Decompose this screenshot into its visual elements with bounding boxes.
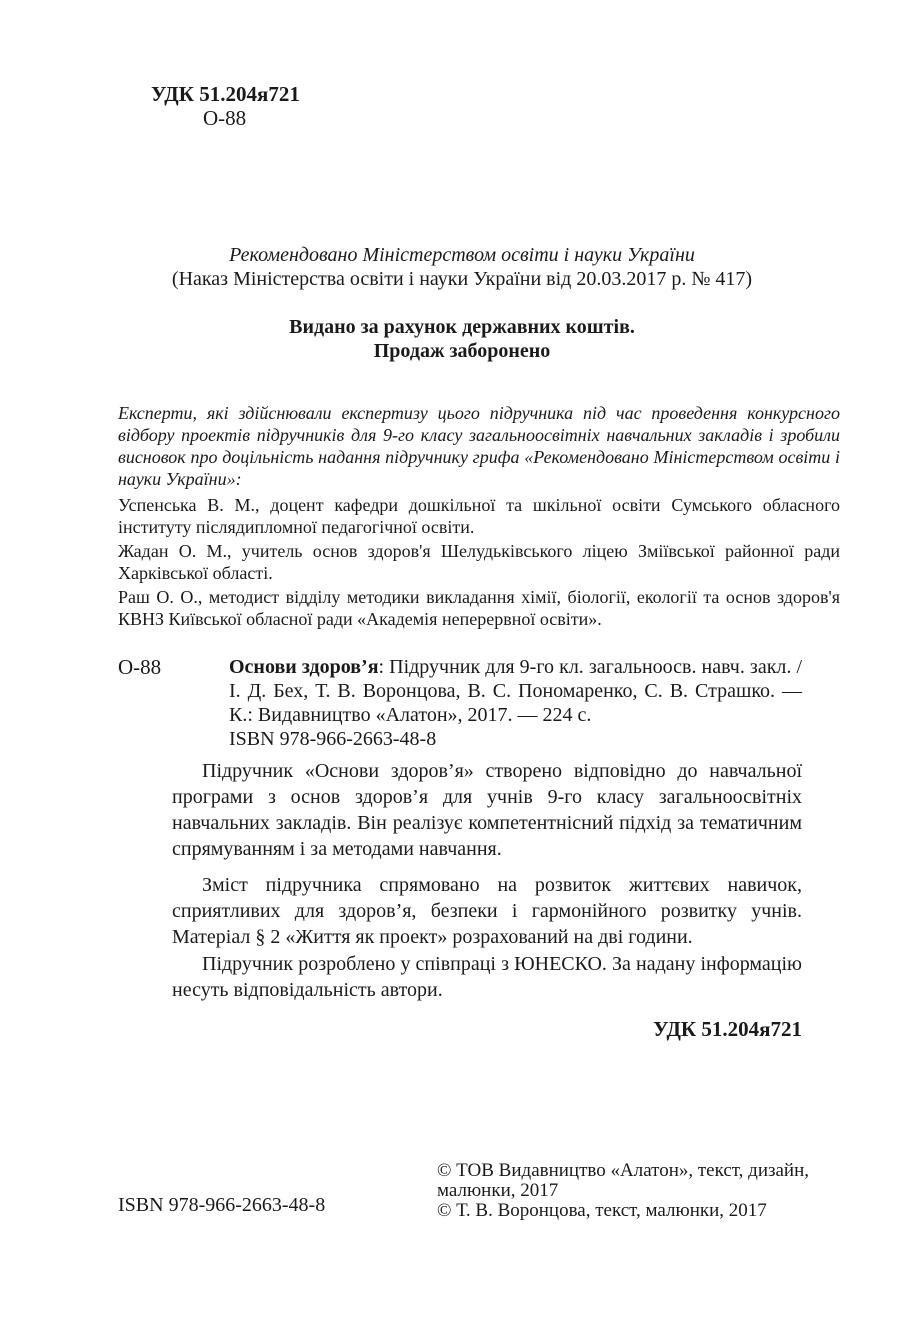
bibliographic-code: О-88 [118, 655, 162, 679]
annotation-paragraph: Підручник розроблено у співпраці з ЮНЕСКО. За надану інформацію несуть відповідальність автори. [172, 953, 802, 1001]
book-description: : Підручник для 9-го кл. загальноосв. навч. закл. / І. Д. Бех, Т. В. Воронцова, В. С. Пономаренко, С. В. Страшко. — К.: Видавництво «Алатон», 2017. — 224 с. [229, 656, 802, 726]
experts-intro: Експерти, які здійснювали експертизу цього підручника під час проведення конкурсного відбору проектів підручників для 9-го класу загальноосвітніх навчальних закладів і зробили висновок про доцільність надання підручнику грифа «Рекомендовано Міністерством освіти і науки України»: [118, 403, 840, 489]
sale-prohibited-notice: Продаж заборонено [373, 340, 551, 362]
copyright-line: © ТОВ Видавництво «Алатон», текст, дизайн, малюнки, 2017 [437, 1160, 810, 1201]
ministry-order-line: (Наказ Міністерства освіти і науки України від 20.03.2017 р. № 417) [171, 268, 753, 290]
expert-item: Жадан О. М., учитель основ здоров'я Шелудьківського ліцею Зміївської районної ради Харківської області. [118, 541, 840, 583]
book-title: Основи здоров’я [229, 656, 379, 678]
expert-item: Раш О. О., методист відділу методики викладання хімії, біології, екології та основ здоров'я КВНЗ Київської обласної ради «Академія неперервної освіти». [118, 587, 840, 629]
bibliographic-record [229, 655, 802, 751]
book-isbn: ISBN 978-966-2663-48-8 [229, 728, 437, 750]
copyright-line: © Т. В. Воронцова, текст, малюнки, 2017 [437, 1200, 767, 1221]
expert-item: Успенська В. М., доцент кафедри дошкільної та шкільної освіти Сумського обласного інституту післядипломної педагогічної освіти. [118, 495, 840, 537]
author-code-top: О-88 [203, 106, 247, 130]
isbn-footer: ISBN 978-966-2663-48-8 [118, 1194, 326, 1216]
annotation-paragraph: Зміст підручника спрямовано на розвиток життєвих навичок, сприятливих для здоров’я, безпеки і гармонійного розвитку учнів. Матеріал § 2 «Життя як проект» розрахований на дві години. [172, 874, 802, 948]
udk-code-top: УДК 51.204я721 [151, 82, 300, 106]
annotation-paragraph: Підручник «Основи здоров’я» створено відповідно до навчальної програми з основ здоров’я для учнів 9-го класу загальноосвітніх навчальних закладів. Він реалізує компетентнісний підхід за тематичним спрямуванням і за методами навчання. [172, 760, 802, 860]
funding-notice: Видано за рахунок державних коштів. [289, 316, 635, 338]
copyright-block [437, 1161, 847, 1221]
recommendation-line: Рекомендовано Міністерством освіти і науки України [229, 244, 695, 266]
udk-code-bottom: УДК 51.204я721 [653, 1017, 802, 1041]
